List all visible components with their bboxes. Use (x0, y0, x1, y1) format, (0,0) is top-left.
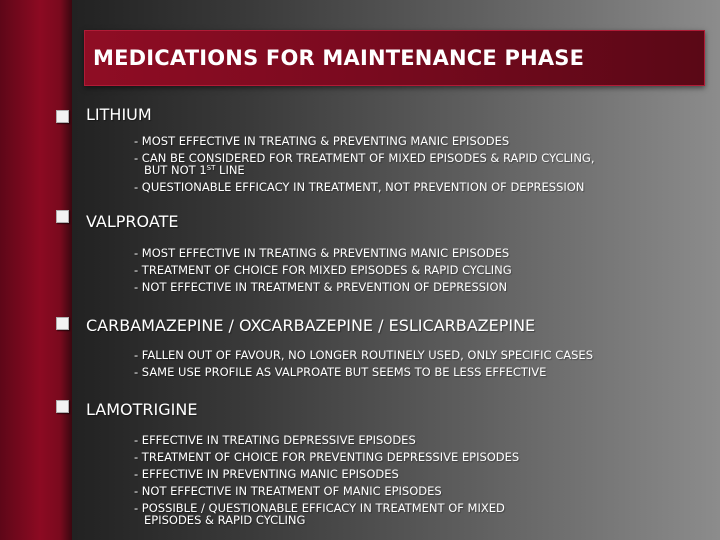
bullet-square-icon (56, 400, 69, 413)
lamotrigine-item-3: - EFFECTIVE IN PREVENTING MANIC EPISODES (134, 467, 399, 481)
lithium-item-2-line-2 (134, 164, 594, 176)
lithium-item-1: - MOST EFFECTIVE IN TREATING & PREVENTING MANIC EPISODES (134, 134, 510, 148)
valproate-item-1: - MOST EFFECTIVE IN TREATING & PREVENTING MANIC EPISODES (134, 246, 510, 260)
lithium-item-2-continuation: BUT NOT 1 (144, 163, 207, 177)
superscript-st: ST (206, 164, 216, 172)
carbamazepine-item-1: - FALLEN OUT OF FAVOUR, NO LONGER ROUTINELY USED, ONLY SPECIFIC CASES (134, 348, 593, 362)
valproate-item-2: - TREATMENT OF CHOICE FOR MIXED EPISODES & RAPID CYCLING (134, 263, 512, 277)
title-bar (84, 30, 705, 86)
lamotrigine-item-2: - TREATMENT OF CHOICE FOR PREVENTING DEPRESSIVE EPISODES (134, 450, 520, 464)
section-heading-carbamazepine: CARBAMAZEPINE / OXCARBAZEPINE / ESLICARBAZEPINE (86, 316, 536, 335)
lamotrigine-item-4: - NOT EFFECTIVE IN TREATMENT OF MANIC EPISODES (134, 484, 442, 498)
carbamazepine-item-2: - SAME USE PROFILE AS VALPROATE BUT SEEMS TO BE LESS EFFECTIVE (134, 365, 547, 379)
bullet-square-icon (56, 317, 69, 330)
valproate-item-3: - NOT EFFECTIVE IN TREATMENT & PREVENTION OF DEPRESSION (134, 280, 508, 294)
bullet-square-icon (56, 210, 69, 223)
section-heading-lamotrigine: LAMOTRIGINE (86, 400, 198, 419)
lithium-item-2-line-suffix: LINE (215, 163, 245, 177)
lithium-item-2-line-1: - CAN BE CONSIDERED FOR TREATMENT OF MIXED EPISODES & RAPID CYCLING, (134, 151, 595, 165)
lithium-item-3: - QUESTIONABLE EFFICACY IN TREATMENT, NOT PREVENTION OF DEPRESSION (134, 180, 585, 194)
left-accent-band (0, 0, 72, 540)
lamotrigine-item-5 (134, 502, 505, 526)
lamotrigine-item-1: - EFFECTIVE IN TREATING DEPRESSIVE EPISODES (134, 433, 416, 447)
slide-title: MEDICATIONS FOR MAINTENANCE PHASE (93, 46, 585, 70)
section-heading-lithium: LITHIUM (86, 105, 152, 124)
lamotrigine-item-5-line-1: - POSSIBLE / QUESTIONABLE EFFICACY IN TREATMENT OF MIXED (134, 501, 505, 515)
section-heading-valproate: VALPROATE (86, 212, 179, 231)
lithium-item-2 (134, 152, 594, 176)
lamotrigine-item-5-line-2: EPISODES & RAPID CYCLING (144, 513, 306, 527)
bullet-square-icon (56, 110, 69, 123)
